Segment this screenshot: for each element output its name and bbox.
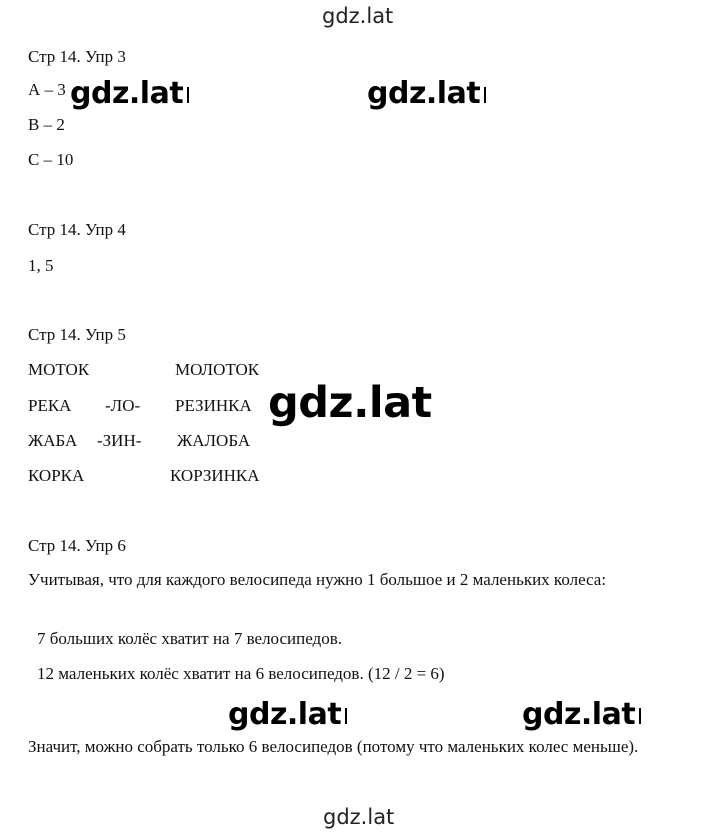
ex6-conclusion: Значит, можно собрать только 6 велосипедов (потому что маленьких колес меньше).: [28, 737, 639, 756]
ex5-row3-left: ЖАБА: [28, 431, 78, 450]
watermark-overlay: gdz.lat: [367, 77, 486, 111]
watermark-overlay: gdz.lat: [70, 77, 189, 111]
ex5-row1-left: МОТОК: [28, 360, 90, 379]
ex5-row4-left: КОРКА: [28, 466, 85, 485]
ex6-intro: Учитывая, что для каждого велосипеда нужно 1 большое и 2 маленьких колеса:: [28, 570, 607, 589]
ex4-heading: Стр 14. Упр 4: [28, 220, 126, 239]
ex4-answer: 1, 5: [28, 256, 54, 275]
ex3-line-b: В – 2: [28, 115, 65, 134]
ex3-line-c: С – 10: [28, 150, 74, 169]
watermark-overlay: gdz.lat: [228, 698, 347, 732]
ex6-line1: 7 больших колёс хватит на 7 велосипедов.: [37, 629, 342, 648]
ex5-row3-middle: -ЗИН-: [97, 431, 142, 450]
ex5-row2-left: РЕКА: [28, 396, 72, 415]
ex5-heading: Стр 14. Упр 5: [28, 325, 126, 344]
ex5-row2-right: РЕЗИНКА: [175, 396, 252, 415]
ex6-heading: Стр 14. Упр 6: [28, 536, 126, 555]
watermark-overlay: gdz.lat: [268, 378, 432, 428]
watermark-overlay: gdz.lat: [522, 698, 641, 732]
ex5-row4-right: КОРЗИНКА: [170, 466, 260, 485]
ex5-row2-middle: -ЛО-: [105, 396, 141, 415]
ex6-line2: 12 маленьких колёс хватит на 6 велосипедов. (12 / 2 = 6): [37, 664, 445, 683]
ex5-row1-right: МОЛОТОК: [175, 360, 260, 379]
bottom-watermark: gdz.lat: [323, 805, 395, 829]
top-watermark: gdz.lat: [322, 4, 394, 28]
ex5-row3-right: ЖАЛОБА: [177, 431, 251, 450]
ex3-heading: Стр 14. Упр 3: [28, 47, 126, 66]
ex3-line-a: А – 3: [28, 80, 66, 99]
